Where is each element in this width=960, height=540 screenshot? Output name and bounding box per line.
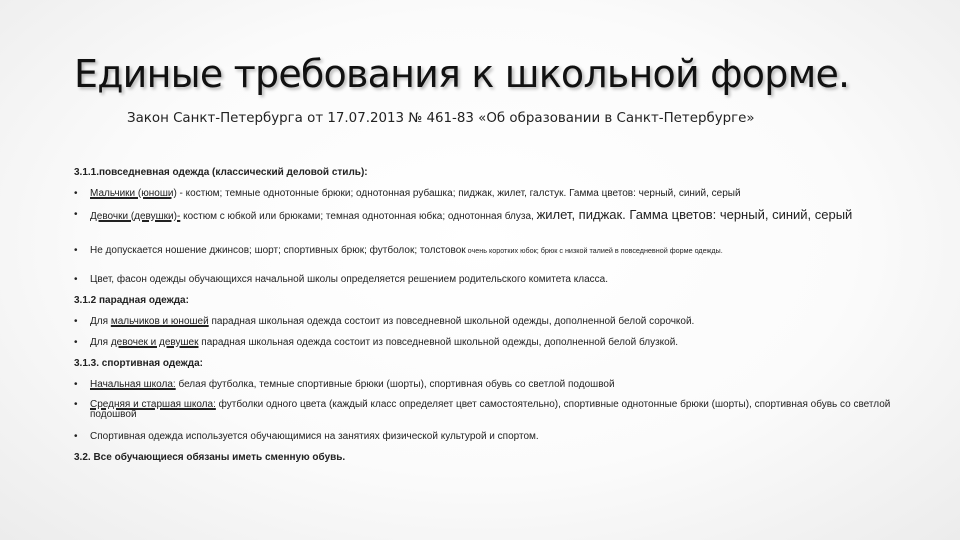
- list-item-primary-color: [74, 274, 904, 285]
- item-text: белая футболка, темные спортивные брюки (шорты), спортивная обувь со светлой подошвой: [175, 379, 615, 390]
- item-text: Не допускается ношение джинсов; шорт; спортивных брюк; футболок; толстовок: [90, 245, 466, 256]
- item-text: Спортивная одежда используется обучающимися на занятиях физической культурой и спортом.: [90, 431, 539, 442]
- item-text: костюм с юбкой или брюками; темная однотонная юбка; однотонная блуза,: [180, 211, 537, 222]
- item-text-large: жилет, пиджак. Гамма цветов: черный, синий, серый: [536, 207, 853, 222]
- section-heading-sport: 3.1.3. спортивная одежда:: [74, 358, 203, 369]
- item-label-secondary-school: Средняя и старшая школа:: [90, 399, 216, 410]
- list-item-sport-usage: [74, 431, 904, 442]
- list-item-sport-secondary: [74, 400, 904, 420]
- list-item-boys-formal: [74, 316, 904, 327]
- item-text: Цвет, фасон одежды обучающихся начальной школы определяется решением родительского комитета класса.: [90, 274, 608, 285]
- bullet-marker: •: [74, 379, 78, 390]
- item-text: футболки одного цвета (каждый класс определяет цвет самостоятельно), спортивные однотонные брюки (шорты), спортивная обувь со светлой подошвой: [90, 399, 891, 420]
- item-text: - костюм; темные однотонные брюки; однотонная рубашка; пиджак, жилет, галстук. Гамма цветов: черный, синий, серый: [176, 188, 741, 199]
- item-text: парадная школьная одежда состоит из повседневной школьной одежды, дополненной белой сорочкой.: [208, 316, 695, 327]
- bullet-marker: •: [74, 209, 78, 220]
- bullet-marker: •: [74, 274, 78, 285]
- list-item-girls-daily: [74, 209, 904, 223]
- bullet-marker: •: [74, 399, 78, 410]
- bullet-marker: •: [74, 245, 78, 256]
- item-text: парадная школьная одежда состоит из повседневной школьной одежды, дополненной белой блузкой.: [198, 337, 679, 348]
- bullet-marker: •: [74, 431, 78, 442]
- list-item-prohibited: [74, 246, 904, 255]
- item-prefix: Для: [90, 316, 111, 327]
- item-label-girls-formal: девочек и девушек: [110, 337, 199, 348]
- list-item-sport-primary: [74, 379, 904, 390]
- bullet-marker: •: [74, 316, 78, 327]
- section-heading-formal: 3.1.2 парадная одежда:: [74, 295, 189, 306]
- item-label-primary-school: Начальная школа:: [90, 379, 176, 390]
- list-item-boys-daily: [74, 188, 904, 199]
- item-label-girls: Девочки (девушки)-: [90, 211, 181, 222]
- item-prefix: Для: [90, 337, 111, 348]
- section-heading-shoes: 3.2. Все обучающиеся обязаны иметь сменную обувь.: [74, 452, 346, 463]
- item-label-boys-formal: мальчиков и юношей: [110, 316, 209, 327]
- item-text-small: очень коротких юбок; брюк с низкой талией в повседневной форме одежды.: [465, 246, 723, 255]
- item-label-boys: Мальчики (юноши): [90, 188, 177, 199]
- section-heading-daily: 3.1.1.повседневная одежда (классический деловой стиль):: [74, 167, 368, 178]
- slide-title: Единые требования к школьной форме.: [74, 52, 850, 96]
- slide-subtitle: Закон Санкт-Петербурга от 17.07.2013 № 461-83 «Об образовании в Санкт-Петербурге»: [127, 111, 755, 126]
- bullet-marker: •: [74, 188, 78, 199]
- list-item-girls-formal: [74, 337, 904, 348]
- bullet-marker: •: [74, 337, 78, 348]
